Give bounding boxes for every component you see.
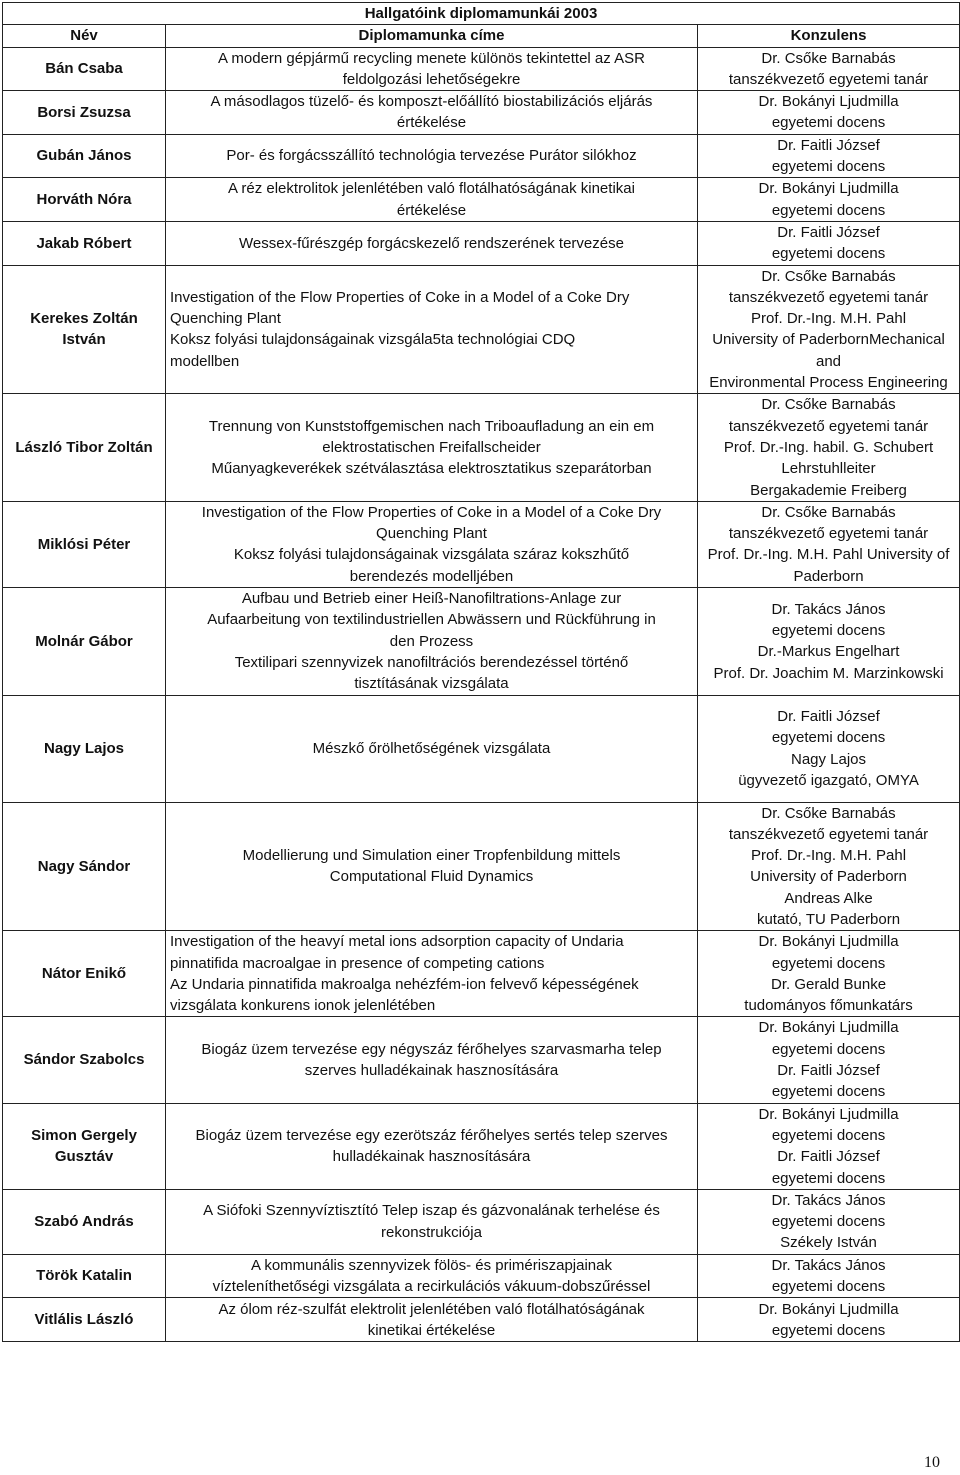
thesis-title-cell [166,501,698,587]
student-name-line: Török Katalin [36,1267,132,1285]
thesis-title-cell [166,47,698,91]
consultant-line: tanszékvezető egyetemi tanár [728,288,929,306]
consultant-line: Dr. Csőke Barnabás [761,503,896,521]
thesis-title-line: hulladékainak hasznosítására [332,1148,531,1166]
student-name-cell [3,265,166,394]
consultant-line: Environmental Process Engineering [709,374,948,392]
consultant-cell [698,1298,960,1342]
table-row [3,695,960,802]
consultant-cell [698,931,960,1017]
student-name-cell [3,178,166,222]
consultant-line: Dr. Csőke Barnabás [761,804,896,822]
consultant-line: Dr. Takács János [771,600,886,618]
thesis-title-line: Investigation of the Flow Properties of Coke in a Model of a Coke Dry [170,288,630,306]
student-name-cell [3,134,166,178]
consultant-line: egyetemi docens [771,729,886,747]
student-name-cell [3,501,166,587]
consultant-line: Dr. Csőke Barnabás [761,49,896,67]
consultant-line: tanszékvezető egyetemi tanár [728,70,929,88]
table-row [3,802,960,931]
consultant-line: Dr. Bokányi Ljudmilla [758,93,899,111]
consultant-line: egyetemi docens [771,1213,886,1231]
table-row [3,588,960,695]
page-number: 10 [924,1454,940,1471]
thesis-title-line: Por- és forgácsszállító technológia tervezése Purátor silókhoz [226,147,637,165]
table-row [3,178,960,222]
consultant-line: egyetemi docens [771,1169,886,1187]
thesis-title-line: Az ólom réz-szulfát elektrolit jelenlétében való flotálhatóságának [218,1300,645,1318]
thesis-title-cell [166,394,698,501]
thesis-title-line: Műanyagkeverékek szétválasztása elektrosztatikus szeparátorban [211,460,652,478]
table-row [3,91,960,135]
consultant-cell [698,394,960,501]
table-row [3,1103,960,1189]
thesis-title-line: feldolgozási lehetőségekre [342,70,521,88]
student-name-line: Vitlális László [34,1311,134,1329]
thesis-title-cell [166,588,698,695]
student-name-cell [3,802,166,931]
consultant-line: egyetemi docens [771,158,886,176]
thesis-title-line: A réz elektrolitok jelenlétében való flotálhatóságának kinetikai [228,180,635,198]
consultant-cell [698,91,960,135]
student-name-line: Miklósi Péter [37,535,131,553]
consultant-line: Dr. Csőke Barnabás [761,396,896,414]
student-name-cell [3,695,166,802]
table-row [3,47,960,91]
thesis-title-line: den Prozess [389,632,474,650]
table-row [3,134,960,178]
thesis-title-line: A modern gépjármű recycling menete különös tekintettel az ASR [218,49,645,67]
thesis-title-cell [166,1254,698,1298]
column-header-title: Diplomamunka címe [166,25,698,47]
thesis-title-cell [166,1017,698,1103]
thesis-title-cell [166,931,698,1017]
table-row [3,931,960,1017]
thesis-title-line: Wessex-fűrészgép forgácskezelő rendszerének tervezése [239,234,624,252]
consultant-line: Prof. Dr.-Ing. M.H. Pahl University of [707,546,950,564]
consultant-line: Dr. Faitli József [777,223,880,241]
thesis-title-line: vízteleníthetőségi vizsgálata a recirkulációs vákuum-dobszűréssel [212,1278,651,1296]
consultant-cell [698,178,960,222]
table-row [3,265,960,394]
consultant-line: egyetemi docens [771,201,886,219]
consultant-line: tanszékvezető egyetemi tanár [728,417,929,435]
thesis-title-cell [166,265,698,394]
consultant-line: Dr. Gerald Bunke [770,975,887,993]
consultant-cell [698,47,960,91]
thesis-title-line: Aufbau und Betrieb einer Heiß-Nanofiltrations-Anlage zur [241,590,622,608]
thesis-title-line: értékelése [396,201,467,219]
consultant-line: Dr. Faitli József [777,1148,880,1166]
thesis-title-cell [166,1103,698,1189]
thesis-title-line: modellben [170,352,240,370]
thesis-title-cell [166,1298,698,1342]
thesis-title-line: elektrostatischen Freifallscheider [322,438,541,456]
consultant-line: Prof. Dr.-Ing. M.H. Pahl [750,310,907,328]
consultant-line: egyetemi docens [771,954,886,972]
student-name-line: Nagy Lajos [43,739,125,757]
student-name-cell [3,1189,166,1254]
table-row [3,394,960,501]
thesis-title-line: Az Undaria pinnatifida makroalga nehézfém-ion felvevő képességének [170,975,639,993]
student-name-line: István [62,331,106,349]
thesis-title-line: Biogáz üzem tervezése egy négyszáz férőhelyes szarvasmarha telep [201,1040,662,1058]
thesis-title-cell [166,178,698,222]
consultant-cell [698,221,960,265]
thesis-title-cell [166,802,698,931]
consultant-cell [698,1017,960,1103]
student-name-line: Simon Gergely [31,1126,137,1144]
thesis-title-line: A kommunális szennyvizek fölös- és primériszapjainak [251,1256,612,1274]
thesis-title-line: Koksz folyási tulajdonságainak vizsgála5ta technológiai CDQ [170,331,576,349]
thesis-title-line: pinnatifida macroalgae in presence of competing cations [170,954,545,972]
student-name-cell [3,91,166,135]
thesis-title-line: Trennung von Kunststoffgemischen nach Triboaufladung an ein em [208,417,655,435]
thesis-title-line: Modellierung und Simulation einer Tropfenbildung mittels [242,847,621,865]
thesis-title-cell [166,134,698,178]
table-row [3,501,960,587]
table-row [3,221,960,265]
consultant-line: kutató, TU Paderborn [756,910,901,928]
consultant-line: Prof. Dr.-Ing. M.H. Pahl [750,847,907,865]
consultant-line: Dr. Bokányi Ljudmilla [758,933,899,951]
thesis-title-line: Koksz folyási tulajdonságainak vizsgálata száraz kokszhűtő [233,546,630,564]
consultant-line: University of PaderbornMechanical and [712,331,945,370]
student-name-cell [3,1254,166,1298]
thesis-title-cell [166,695,698,802]
student-name-line: Borsi Zsuzsa [37,103,131,121]
student-name-cell [3,47,166,91]
thesis-title-cell [166,221,698,265]
thesis-title-line: kinetikai értékelése [367,1321,496,1339]
consultant-line: egyetemi docens [771,1126,886,1144]
consultant-line: egyetemi docens [771,1040,886,1058]
student-name-line: Kerekes Zoltán [30,310,138,328]
thesis-title-line: vizsgálata konkurens ionok jelenlétében [170,997,436,1015]
consultant-line: tanszékvezető egyetemi tanár [728,525,929,543]
consultant-line: Dr. Faitli József [777,707,880,725]
thesis-title-line: tisztításának vizsgálata [354,675,509,693]
consultant-line: Bergakademie Freiberg [750,481,907,499]
student-name-cell [3,1103,166,1189]
thesis-title-line: A másodlagos tüzelő- és komposzt-előállító biostabilizációs eljárás [210,93,653,111]
thesis-title-line: Quenching Plant [376,525,487,543]
thesis-title-line: Quenching Plant [170,310,281,328]
consultant-line: Dr. Takács János [771,1191,886,1209]
thesis-title-line: Computational Fluid Dynamics [329,868,534,886]
table-row [3,1298,960,1342]
thesis-title-line: Textilipari szennyvizek nanofiltrációs berendezéssel történő [234,653,629,671]
consultant-line: egyetemi docens [771,245,886,263]
thesis-table [2,2,960,1342]
thesis-title-cell [166,91,698,135]
consultant-line: Dr. Bokányi Ljudmilla [758,1105,899,1123]
consultant-line: Andreas Alke [784,889,873,907]
consultant-line: Dr. Faitli József [777,1062,880,1080]
consultant-line: Paderborn [793,567,864,585]
student-name-line: Jakab Róbert [36,234,132,252]
consultant-line: egyetemi docens [771,1321,886,1339]
consultant-line: Székely István [780,1234,877,1252]
student-name-cell [3,1298,166,1342]
thesis-title-line: Investigation of the Flow Properties of Coke in a Model of a Coke Dry [201,503,662,521]
consultant-line: University of Paderborn [750,868,907,886]
thesis-title-line: Biogáz üzem tervezése egy ezerötszáz férőhelyes sertés telep szerves [195,1126,668,1144]
consultant-cell [698,1103,960,1189]
consultant-cell [698,695,960,802]
student-name-cell [3,221,166,265]
consultant-line: egyetemi docens [771,621,886,639]
consultant-line: Lehrstuhlleiter [781,460,876,478]
student-name-line: Sándor Szabolcs [23,1051,145,1069]
thesis-title-cell [166,1189,698,1254]
consultant-cell [698,588,960,695]
table-row [3,1254,960,1298]
consultant-line: Dr. Csőke Barnabás [761,267,896,285]
column-header-consultant: Konzulens [698,25,960,47]
table-title: Hallgatóink diplomamunkái 2003 [3,3,960,25]
consultant-line: tudományos főmunkatárs [744,997,913,1015]
consultant-line: Nagy Lajos [790,750,867,768]
student-name-cell [3,1017,166,1103]
student-name-line: László Tibor Zoltán [15,438,153,456]
student-name-cell [3,588,166,695]
student-name-line: Nátor Enikő [41,965,127,983]
consultant-cell [698,134,960,178]
thesis-title-line: rekonstrukciója [381,1223,482,1241]
consultant-line: Dr.-Markus Engelhart [757,643,900,661]
thesis-title-line: értékelése [396,114,467,132]
consultant-line: Dr. Bokányi Ljudmilla [758,1019,899,1037]
student-name-line: Gusztáv [54,1148,114,1166]
consultant-line: ügyvezető igazgató, OMYA [738,771,919,789]
thesis-title-line: Investigation of the heavyí metal ions adsorption capacity of Undaria [170,933,624,951]
consultant-line: egyetemi docens [771,1278,886,1296]
consultant-cell [698,1189,960,1254]
student-name-line: Nagy Sándor [37,857,131,875]
thesis-title-line: Mészkő őrölhetőségének vizsgálata [312,739,551,757]
consultant-cell [698,265,960,394]
consultant-line: egyetemi docens [771,1083,886,1101]
consultant-line: Dr. Bokányi Ljudmilla [758,180,899,198]
consultant-line: Dr. Takács János [771,1256,886,1274]
student-name-line: Bán Csaba [45,60,123,78]
consultant-cell [698,501,960,587]
thesis-title-line: Aufaarbeitung von textilindustriellen Abwässern und Rückführung in [207,611,656,629]
consultant-line: Prof. Dr.-Ing. habil. G. Schubert [723,438,934,456]
thesis-title-line: A Siófoki Szennyvíztisztító Telep iszap és gázvonalának terhelése és [203,1202,660,1220]
student-name-line: Molnár Gábor [35,632,133,650]
table-row [3,1189,960,1254]
student-name-line: Gubán János [36,147,132,165]
student-name-cell [3,931,166,1017]
consultant-line: Dr. Faitli József [777,136,880,154]
consultant-line: egyetemi docens [771,114,886,132]
student-name-line: Horváth Nóra [36,191,132,209]
thesis-title-line: szerves hulladékainak hasznosítására [304,1062,559,1080]
consultant-cell [698,1254,960,1298]
thesis-title-line: berendezés modelljében [349,567,514,585]
consultant-line: Dr. Bokányi Ljudmilla [758,1300,899,1318]
consultant-line: Prof. Dr. Joachim M. Marzinkowski [713,664,944,682]
column-header-name: Név [3,25,166,47]
consultant-line: tanszékvezető egyetemi tanár [728,825,929,843]
table-row [3,1017,960,1103]
student-name-line: Szabó András [34,1213,134,1231]
student-name-cell [3,394,166,501]
consultant-cell [698,802,960,931]
